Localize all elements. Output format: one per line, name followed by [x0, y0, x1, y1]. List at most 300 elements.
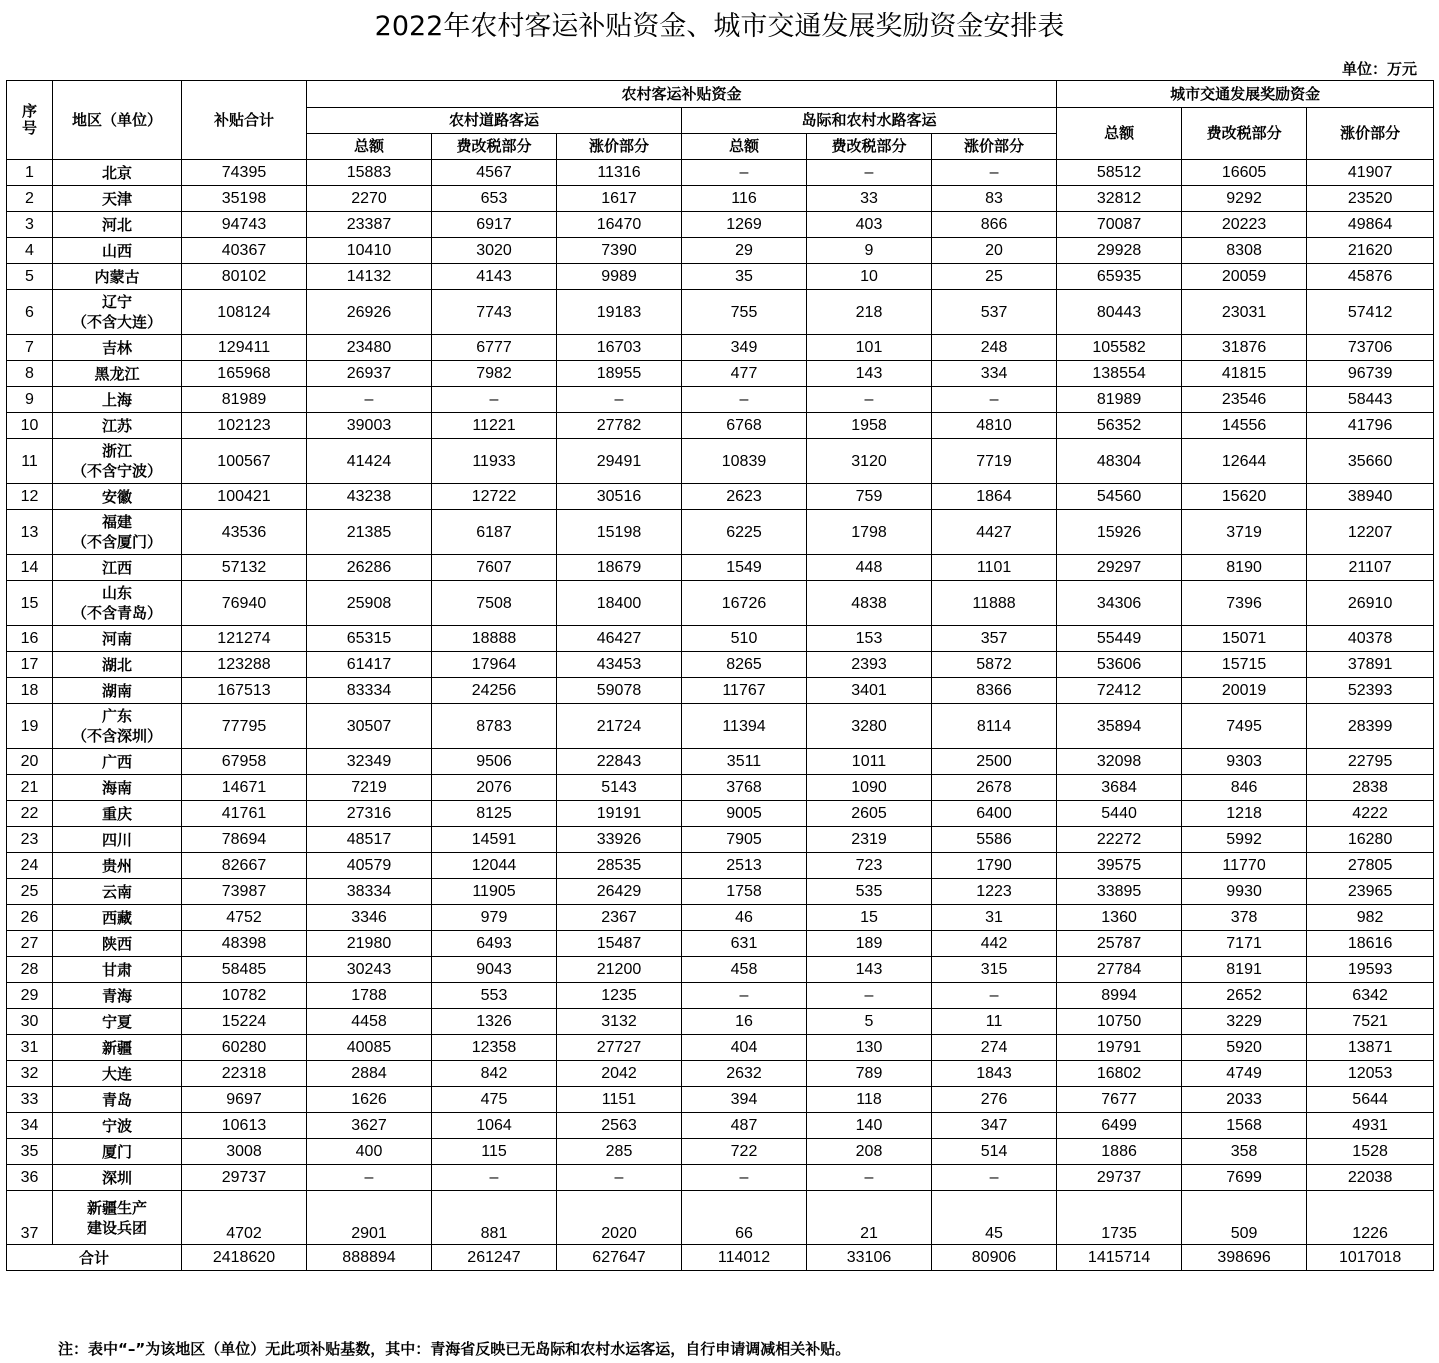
- cell-seq: 36: [7, 1165, 53, 1191]
- cell-value-a: 40085: [307, 1035, 432, 1061]
- cell-value-a: 83334: [307, 678, 432, 704]
- cell-value-g: 65935: [1057, 264, 1182, 290]
- cell-value-b: 17964: [432, 652, 557, 678]
- cell-region: [53, 335, 182, 361]
- cell-value-c: 27782: [557, 413, 682, 439]
- cell-seq: 17: [7, 652, 53, 678]
- region-name: 重庆: [101, 804, 132, 823]
- cell-value-t: 82667: [182, 853, 307, 879]
- region-name: 湖北: [101, 655, 132, 674]
- region-name: 深圳: [101, 1168, 132, 1187]
- cell-value-d: 394: [682, 1087, 807, 1113]
- cell-value-g: 58512: [1057, 160, 1182, 186]
- cell-seq: 13: [7, 510, 53, 555]
- region-name: 山西: [101, 241, 132, 260]
- cell-value-h: 7171: [1182, 931, 1307, 957]
- cell-value-a: –: [307, 387, 432, 413]
- cell-value-d: 3511: [682, 749, 807, 775]
- header-water-fee: 费改税部分: [807, 134, 932, 160]
- region-name: 安徽: [101, 487, 132, 506]
- cell-value-a: 15883: [307, 160, 432, 186]
- cell-value-h: 41815: [1182, 361, 1307, 387]
- cell-value-e: 208: [807, 1139, 932, 1165]
- table-row: [7, 931, 1434, 957]
- cell-value-i: 49864: [1307, 212, 1434, 238]
- cell-value-e: 3401: [807, 678, 932, 704]
- cell-value-d: 1269: [682, 212, 807, 238]
- unit-label: 单位：万元: [1341, 60, 1417, 78]
- cell-value-b: 4567: [432, 160, 557, 186]
- cell-value-e: 2319: [807, 827, 932, 853]
- cell-value-e: –: [807, 387, 932, 413]
- cell-region: [53, 1139, 182, 1165]
- cell-value-d: 404: [682, 1035, 807, 1061]
- cell-value-f: 8366: [932, 678, 1057, 704]
- cell-value-d: –: [682, 387, 807, 413]
- cell-value-c: 46427: [557, 626, 682, 652]
- cell-region: [53, 879, 182, 905]
- cell-value-c: 7390: [557, 238, 682, 264]
- cell-region: [53, 853, 182, 879]
- cell-value-t: 40367: [182, 238, 307, 264]
- cell-value-h: 5920: [1182, 1035, 1307, 1061]
- cell-value-i: 26910: [1307, 581, 1434, 626]
- region-name: 河北: [101, 215, 132, 234]
- cell-value-h: 1568: [1182, 1113, 1307, 1139]
- table-row: [7, 957, 1434, 983]
- cell-value-g: 10750: [1057, 1009, 1182, 1035]
- cell-value-g: 29737: [1057, 1165, 1182, 1191]
- cell-value-e: 33: [807, 186, 932, 212]
- cell-region: [53, 626, 182, 652]
- cell-value-f: 347: [932, 1113, 1057, 1139]
- header-road-price: 涨价部分: [557, 134, 682, 160]
- cell-value-h: 8308: [1182, 238, 1307, 264]
- cell-value-d: 6768: [682, 413, 807, 439]
- cell-value-t: 80102: [182, 264, 307, 290]
- table-row: [7, 1139, 1434, 1165]
- cell-value-t: 123288: [182, 652, 307, 678]
- cell-value-g: 1886: [1057, 1139, 1182, 1165]
- cell-value-t: 29737: [182, 1165, 307, 1191]
- cell-value-i: 13871: [1307, 1035, 1434, 1061]
- cell-value-g: 8994: [1057, 983, 1182, 1009]
- cell-value-b: 7982: [432, 361, 557, 387]
- cell-region: [53, 1087, 182, 1113]
- cell-value-e: –: [807, 160, 932, 186]
- cell-value-t: 108124: [182, 290, 307, 335]
- cell-value-c: 2042: [557, 1061, 682, 1087]
- cell-value-f: 5586: [932, 827, 1057, 853]
- cell-value-t: 3008: [182, 1139, 307, 1165]
- cell-value-h: 9292: [1182, 186, 1307, 212]
- cell-value-h: 2652: [1182, 983, 1307, 1009]
- cell-seq: 22: [7, 801, 53, 827]
- table-row: [7, 186, 1434, 212]
- cell-region: [53, 439, 182, 484]
- cell-value-f: 866: [932, 212, 1057, 238]
- cell-value-d: 8265: [682, 652, 807, 678]
- cell-value-e: 189: [807, 931, 932, 957]
- cell-value-b: 7743: [432, 290, 557, 335]
- header-seq-text: 序 号: [21, 102, 37, 137]
- cell-value-g: 54560: [1057, 484, 1182, 510]
- cell-value-i: 4931: [1307, 1113, 1434, 1139]
- cell-value-i: 6342: [1307, 983, 1434, 1009]
- cell-seq: 31: [7, 1035, 53, 1061]
- cell-value-d: 510: [682, 626, 807, 652]
- table-row: [7, 581, 1434, 626]
- cell-value-h: 20059: [1182, 264, 1307, 290]
- cell-region: [53, 931, 182, 957]
- region-name: 江苏: [101, 416, 132, 435]
- cell-value-h: 9930: [1182, 879, 1307, 905]
- region-name: 大连: [101, 1064, 132, 1083]
- cell-value-a: 2270: [307, 186, 432, 212]
- cell-seq: 28: [7, 957, 53, 983]
- cell-value-e: 3280: [807, 704, 932, 749]
- cell-value-h: 12644: [1182, 439, 1307, 484]
- cell-seq: 18: [7, 678, 53, 704]
- cell-value-t: 41761: [182, 801, 307, 827]
- cell-value-d: –: [682, 160, 807, 186]
- region-name: 青海: [101, 986, 132, 1005]
- cell-value-d: –: [682, 1165, 807, 1191]
- cell-value-e: –: [807, 983, 932, 1009]
- header-urban-fee: 费改税部分: [1182, 108, 1307, 160]
- region-name: 江西: [101, 558, 132, 577]
- cell-seq: 19: [7, 704, 53, 749]
- cell-value-e: 118: [807, 1087, 932, 1113]
- cell-value-f: 1223: [932, 879, 1057, 905]
- table-row: [7, 652, 1434, 678]
- cell-value-b: –: [432, 1165, 557, 1191]
- cell-value-g: 53606: [1057, 652, 1182, 678]
- header-total: 补贴合计: [182, 81, 307, 160]
- header-water-total: 总额: [682, 134, 807, 160]
- cell-region: [53, 238, 182, 264]
- cell-value-c: 21724: [557, 704, 682, 749]
- region-name: 天津: [101, 189, 132, 208]
- cell-value-e: 5: [807, 1009, 932, 1035]
- table-row: [7, 238, 1434, 264]
- table-row: [7, 905, 1434, 931]
- cell-region: [53, 827, 182, 853]
- cell-value-c: 22843: [557, 749, 682, 775]
- region-note: （不含大连）: [71, 313, 162, 331]
- cell-value-b: 3020: [432, 238, 557, 264]
- cell-value-i: 22795: [1307, 749, 1434, 775]
- cell-value-d: 10839: [682, 439, 807, 484]
- cell-value-b: 1326: [432, 1009, 557, 1035]
- cell-value-a: 4458: [307, 1009, 432, 1035]
- cell-value-h: 3229: [1182, 1009, 1307, 1035]
- cell-value-i: 22038: [1307, 1165, 1434, 1191]
- cell-value-e: 1798: [807, 510, 932, 555]
- cell-value-h: 20019: [1182, 678, 1307, 704]
- cell-value-h: 16605: [1182, 160, 1307, 186]
- cell-value-f: 83: [932, 186, 1057, 212]
- cell-value-t: 77795: [182, 704, 307, 749]
- cell-region: [53, 387, 182, 413]
- cell-region: [53, 555, 182, 581]
- cell-value-e: 789: [807, 1061, 932, 1087]
- cell-region: [53, 160, 182, 186]
- cell-value-g: 70087: [1057, 212, 1182, 238]
- cell-value-g: 27784: [1057, 957, 1182, 983]
- cell-value-g: 15926: [1057, 510, 1182, 555]
- cell-value-c: 43453: [557, 652, 682, 678]
- cell-value-d: 3768: [682, 775, 807, 801]
- cell-value-f: 8114: [932, 704, 1057, 749]
- header-water-price: 涨价部分: [932, 134, 1057, 160]
- cell-value-i: 96739: [1307, 361, 1434, 387]
- cell-value-e: 3120: [807, 439, 932, 484]
- cell-value-d: 7905: [682, 827, 807, 853]
- cell-value-g: 6499: [1057, 1113, 1182, 1139]
- cell-value-d: 1549: [682, 555, 807, 581]
- cell-value-c: 2563: [557, 1113, 682, 1139]
- cell-value-b: 12044: [432, 853, 557, 879]
- cell-value-t: 9697: [182, 1087, 307, 1113]
- cell-value-c: 29491: [557, 439, 682, 484]
- cell-value-f: 1864: [932, 484, 1057, 510]
- cell-value-a: 2901: [307, 1191, 432, 1245]
- cell-value-b: 6187: [432, 510, 557, 555]
- cell-value-f: 11: [932, 1009, 1057, 1035]
- header-urban-total: 总额: [1057, 108, 1182, 160]
- cell-value-c: 16470: [557, 212, 682, 238]
- cell-value-b: 18888: [432, 626, 557, 652]
- cell-value-g: 48304: [1057, 439, 1182, 484]
- cell-value-a: 23387: [307, 212, 432, 238]
- cell-value-t: 67958: [182, 749, 307, 775]
- cell-value-a: 7219: [307, 775, 432, 801]
- cell-value-i: 27805: [1307, 853, 1434, 879]
- cell-value-b: 842: [432, 1061, 557, 1087]
- region-name: 宁夏: [101, 1012, 132, 1031]
- cell-value-c: 59078: [557, 678, 682, 704]
- cell-value-f: 45: [932, 1191, 1057, 1245]
- cell-value-f: –: [932, 387, 1057, 413]
- cell-value-f: 274: [932, 1035, 1057, 1061]
- region-name: 广东: [101, 707, 132, 725]
- cell-value-i: 21107: [1307, 555, 1434, 581]
- cell-value-t: 94743: [182, 212, 307, 238]
- region-name: 辽宁: [101, 293, 132, 311]
- cell-value-i: 7521: [1307, 1009, 1434, 1035]
- cell-seq: 25: [7, 879, 53, 905]
- cell-value-a: 3627: [307, 1113, 432, 1139]
- allocation-table: [6, 80, 1434, 1271]
- cell-value-d: 2513: [682, 853, 807, 879]
- header-region: 地区（单位）: [53, 81, 182, 160]
- cell-value-t: 100421: [182, 484, 307, 510]
- cell-value-d: 2623: [682, 484, 807, 510]
- table-row: [7, 264, 1434, 290]
- cell-value-c: 18955: [557, 361, 682, 387]
- page-title: 2022年农村客运补贴资金、城市交通发展奖励资金安排表: [374, 11, 1065, 42]
- cell-value-c: 15198: [557, 510, 682, 555]
- cell-value-i: 982: [1307, 905, 1434, 931]
- cell-value-t: 165968: [182, 361, 307, 387]
- cell-value-h: 4749: [1182, 1061, 1307, 1087]
- total-value-g: 1415714: [1057, 1245, 1182, 1271]
- cell-value-d: 11767: [682, 678, 807, 704]
- table-row: [7, 484, 1434, 510]
- cell-value-e: 759: [807, 484, 932, 510]
- cell-value-e: 15: [807, 905, 932, 931]
- cell-value-c: 18400: [557, 581, 682, 626]
- cell-value-f: 20: [932, 238, 1057, 264]
- total-value-f: 80906: [932, 1245, 1057, 1271]
- cell-value-b: 7607: [432, 555, 557, 581]
- cell-value-b: 6777: [432, 335, 557, 361]
- cell-value-g: 55449: [1057, 626, 1182, 652]
- cell-value-e: 2605: [807, 801, 932, 827]
- table-row: [7, 361, 1434, 387]
- cell-value-d: 9005: [682, 801, 807, 827]
- cell-value-h: 8191: [1182, 957, 1307, 983]
- cell-value-i: 23520: [1307, 186, 1434, 212]
- table-row: [7, 1061, 1434, 1087]
- cell-value-e: 448: [807, 555, 932, 581]
- cell-value-t: 22318: [182, 1061, 307, 1087]
- cell-value-c: 5143: [557, 775, 682, 801]
- region-name: 青岛: [101, 1090, 132, 1109]
- cell-region: [53, 186, 182, 212]
- region-name: 厦门: [101, 1142, 132, 1161]
- cell-value-t: 73987: [182, 879, 307, 905]
- cell-value-f: 537: [932, 290, 1057, 335]
- cell-value-d: 116: [682, 186, 807, 212]
- cell-value-f: 7719: [932, 439, 1057, 484]
- cell-value-d: 6225: [682, 510, 807, 555]
- cell-region: [53, 983, 182, 1009]
- cell-value-c: 27727: [557, 1035, 682, 1061]
- region-note: （不含青岛）: [71, 604, 162, 622]
- cell-value-b: 11221: [432, 413, 557, 439]
- cell-value-c: 28535: [557, 853, 682, 879]
- cell-seq: 8: [7, 361, 53, 387]
- cell-value-g: 56352: [1057, 413, 1182, 439]
- region-name: 湖南: [101, 681, 132, 700]
- cell-value-e: 723: [807, 853, 932, 879]
- cell-value-c: 1235: [557, 983, 682, 1009]
- cell-value-i: 52393: [1307, 678, 1434, 704]
- cell-value-g: 32098: [1057, 749, 1182, 775]
- cell-value-b: 12722: [432, 484, 557, 510]
- region-note: 建设兵团: [86, 1218, 147, 1237]
- cell-value-e: 1958: [807, 413, 932, 439]
- cell-value-i: 12053: [1307, 1061, 1434, 1087]
- cell-region: [53, 704, 182, 749]
- cell-value-f: 2500: [932, 749, 1057, 775]
- cell-value-b: 14591: [432, 827, 557, 853]
- table-row: [7, 1087, 1434, 1113]
- cell-value-e: 140: [807, 1113, 932, 1139]
- cell-value-b: 979: [432, 905, 557, 931]
- region-name: 吉林: [101, 338, 132, 357]
- cell-value-i: 12207: [1307, 510, 1434, 555]
- header-urban-price: 涨价部分: [1307, 108, 1434, 160]
- cell-value-h: 7699: [1182, 1165, 1307, 1191]
- total-value-h: 398696: [1182, 1245, 1307, 1271]
- total-value-b: 261247: [432, 1245, 557, 1271]
- cell-value-h: 11770: [1182, 853, 1307, 879]
- cell-value-d: –: [682, 983, 807, 1009]
- cell-value-f: 6400: [932, 801, 1057, 827]
- cell-value-i: 73706: [1307, 335, 1434, 361]
- cell-value-g: 25787: [1057, 931, 1182, 957]
- cell-value-d: 487: [682, 1113, 807, 1139]
- region-name: 云南: [101, 882, 132, 901]
- cell-value-f: 1843: [932, 1061, 1057, 1087]
- cell-value-e: 21: [807, 1191, 932, 1245]
- cell-value-b: 4143: [432, 264, 557, 290]
- cell-region: [53, 1191, 182, 1245]
- cell-value-i: 58443: [1307, 387, 1434, 413]
- region-name: 山东: [101, 584, 132, 602]
- cell-value-c: 33926: [557, 827, 682, 853]
- cell-seq: 10: [7, 413, 53, 439]
- cell-value-c: 16703: [557, 335, 682, 361]
- table-row: [7, 1191, 1434, 1245]
- cell-value-f: 1101: [932, 555, 1057, 581]
- cell-value-g: 5440: [1057, 801, 1182, 827]
- cell-value-a: 43238: [307, 484, 432, 510]
- cell-value-g: 105582: [1057, 335, 1182, 361]
- table-row: [7, 749, 1434, 775]
- cell-value-f: 315: [932, 957, 1057, 983]
- cell-region: [53, 1009, 182, 1035]
- cell-region: [53, 749, 182, 775]
- cell-value-e: 403: [807, 212, 932, 238]
- cell-value-g: 1735: [1057, 1191, 1182, 1245]
- region-note: （不含深圳）: [71, 727, 162, 745]
- cell-value-h: 15715: [1182, 652, 1307, 678]
- table-row: [7, 827, 1434, 853]
- region-name: 上海: [101, 390, 132, 409]
- cell-value-b: 6917: [432, 212, 557, 238]
- cell-value-h: 23546: [1182, 387, 1307, 413]
- cell-value-b: 553: [432, 983, 557, 1009]
- region-name: 陕西: [101, 934, 132, 953]
- cell-value-i: 18616: [1307, 931, 1434, 957]
- cell-value-h: 20223: [1182, 212, 1307, 238]
- cell-value-f: 25: [932, 264, 1057, 290]
- header-road-group: 农村道路客运: [307, 108, 682, 134]
- cell-value-a: 26926: [307, 290, 432, 335]
- cell-value-i: 23965: [1307, 879, 1434, 905]
- cell-value-t: 15224: [182, 1009, 307, 1035]
- cell-value-f: 276: [932, 1087, 1057, 1113]
- region-name: 四川: [101, 830, 132, 849]
- cell-region: [53, 1165, 182, 1191]
- cell-value-c: 3132: [557, 1009, 682, 1035]
- region-name: 广西: [101, 752, 132, 771]
- table-row: [7, 801, 1434, 827]
- cell-value-b: 24256: [432, 678, 557, 704]
- cell-value-g: 16802: [1057, 1061, 1182, 1087]
- cell-value-b: 6493: [432, 931, 557, 957]
- cell-value-h: 509: [1182, 1191, 1307, 1245]
- cell-value-d: 29: [682, 238, 807, 264]
- cell-value-a: 39003: [307, 413, 432, 439]
- cell-value-f: 31: [932, 905, 1057, 931]
- cell-value-e: 2393: [807, 652, 932, 678]
- cell-seq: 3: [7, 212, 53, 238]
